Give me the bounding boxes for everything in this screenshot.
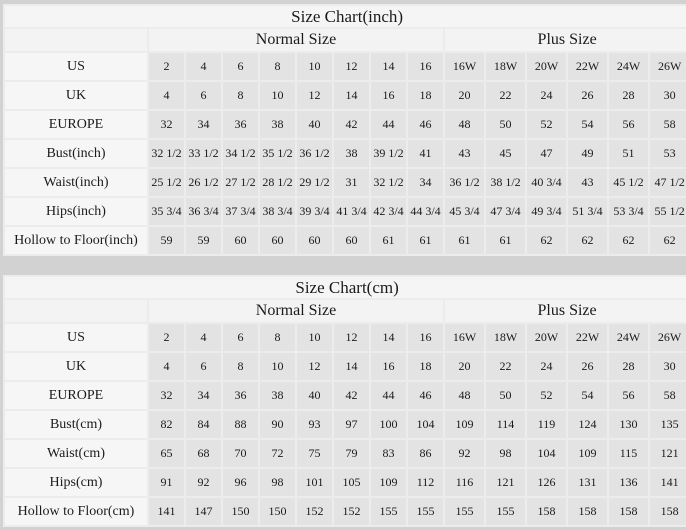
size-value-cell: 42 3/4 — [371, 198, 406, 225]
size-value-cell: 20 — [445, 353, 484, 380]
size-value-cell: 8 — [260, 324, 295, 351]
table-row — [5, 411, 686, 438]
size-value-cell: 6 — [223, 53, 258, 80]
size-value-cell: 109 — [568, 440, 607, 467]
size-value-cell: 30 — [650, 82, 686, 109]
row-label: Bust(cm) — [5, 411, 147, 438]
size-value-cell: 27 1/2 — [223, 169, 258, 196]
size-value-cell: 39 1/2 — [371, 140, 406, 167]
size-value-cell: 100 — [371, 411, 406, 438]
size-value-cell: 60 — [260, 227, 295, 254]
size-value-cell: 18W — [486, 53, 525, 80]
size-value-cell: 53 3/4 — [609, 198, 648, 225]
size-value-cell: 38 — [260, 382, 295, 409]
size-value-cell: 126 — [527, 469, 566, 496]
size-value-cell: 36 3/4 — [186, 198, 221, 225]
size-value-cell: 34 — [186, 382, 221, 409]
size-value-cell: 86 — [408, 440, 443, 467]
size-value-cell: 152 — [334, 498, 369, 525]
size-value-cell: 14 — [334, 82, 369, 109]
size-group-header-row — [5, 29, 686, 51]
size-group-header-row — [5, 300, 686, 322]
size-value-cell: 97 — [334, 411, 369, 438]
size-value-cell: 70 — [223, 440, 258, 467]
size-value-cell: 22 — [486, 82, 525, 109]
size-value-cell: 150 — [260, 498, 295, 525]
size-value-cell: 114 — [486, 411, 525, 438]
size-value-cell: 32 — [149, 111, 184, 138]
size-value-cell: 155 — [408, 498, 443, 525]
size-value-cell: 158 — [609, 498, 648, 525]
size-value-cell: 155 — [486, 498, 525, 525]
size-value-cell: 14 — [371, 53, 406, 80]
size-value-cell: 37 3/4 — [223, 198, 258, 225]
size-value-cell: 10 — [260, 82, 295, 109]
size-value-cell: 12 — [334, 324, 369, 351]
size-value-cell: 35 3/4 — [149, 198, 184, 225]
size-value-cell: 53 — [650, 140, 686, 167]
size-value-cell: 43 — [445, 140, 484, 167]
table-title: Size Chart(cm) — [5, 277, 686, 298]
table-row — [5, 382, 686, 409]
size-value-cell: 8 — [223, 82, 258, 109]
corner-cell — [5, 29, 147, 51]
size-value-cell: 130 — [609, 411, 648, 438]
corner-cell — [5, 300, 147, 322]
size-value-cell: 38 1/2 — [486, 169, 525, 196]
size-value-cell: 31 — [334, 169, 369, 196]
table-row — [5, 53, 686, 80]
size-value-cell: 121 — [650, 440, 686, 467]
size-value-cell: 46 — [408, 382, 443, 409]
size-value-cell: 42 — [334, 111, 369, 138]
size-value-cell: 109 — [371, 469, 406, 496]
size-value-cell: 121 — [486, 469, 525, 496]
table-row — [5, 140, 686, 167]
size-value-cell: 152 — [297, 498, 332, 525]
size-value-cell: 61 — [408, 227, 443, 254]
size-value-cell: 93 — [297, 411, 332, 438]
row-label: Waist(inch) — [5, 169, 147, 196]
size-value-cell: 158 — [527, 498, 566, 525]
size-value-cell: 115 — [609, 440, 648, 467]
size-value-cell: 28 — [609, 353, 648, 380]
size-value-cell: 155 — [371, 498, 406, 525]
size-value-cell: 36 — [223, 111, 258, 138]
size-value-cell: 36 1/2 — [297, 140, 332, 167]
size-value-cell: 45 1/2 — [609, 169, 648, 196]
size-value-cell: 24W — [609, 324, 648, 351]
row-label: Hollow to Floor(inch) — [5, 227, 147, 254]
size-value-cell: 6 — [186, 82, 221, 109]
size-value-cell: 136 — [609, 469, 648, 496]
size-value-cell: 68 — [186, 440, 221, 467]
size-value-cell: 32 1/2 — [371, 169, 406, 196]
size-value-cell: 38 3/4 — [260, 198, 295, 225]
row-label: Hollow to Floor(cm) — [5, 498, 147, 525]
size-value-cell: 155 — [445, 498, 484, 525]
size-value-cell: 33 1/2 — [186, 140, 221, 167]
size-value-cell: 26W — [650, 53, 686, 80]
size-value-cell: 61 — [486, 227, 525, 254]
size-value-cell: 30 — [650, 353, 686, 380]
size-value-cell: 20W — [527, 53, 566, 80]
size-value-cell: 52 — [527, 111, 566, 138]
size-value-cell: 158 — [650, 498, 686, 525]
size-value-cell: 50 — [486, 382, 525, 409]
normal-size-header: Normal Size — [149, 29, 443, 51]
size-value-cell: 41 3/4 — [334, 198, 369, 225]
size-value-cell: 2 — [149, 324, 184, 351]
size-value-cell: 34 — [408, 169, 443, 196]
size-value-cell: 62 — [650, 227, 686, 254]
row-label: UK — [5, 353, 147, 380]
table-title-row — [5, 277, 686, 298]
size-value-cell: 40 — [297, 111, 332, 138]
size-value-cell: 26 1/2 — [186, 169, 221, 196]
size-value-cell: 54 — [568, 382, 607, 409]
size-value-cell: 59 — [186, 227, 221, 254]
size-value-cell: 14 — [334, 353, 369, 380]
size-value-cell: 4 — [149, 82, 184, 109]
size-value-cell: 34 1/2 — [223, 140, 258, 167]
size-value-cell: 59 — [149, 227, 184, 254]
size-value-cell: 45 3/4 — [445, 198, 484, 225]
size-value-cell: 29 1/2 — [297, 169, 332, 196]
size-value-cell: 92 — [445, 440, 484, 467]
size-value-cell: 12 — [297, 82, 332, 109]
size-value-cell: 49 3/4 — [527, 198, 566, 225]
size-value-cell: 6 — [186, 353, 221, 380]
size-value-cell: 150 — [223, 498, 258, 525]
size-value-cell: 18 — [408, 353, 443, 380]
size-value-cell: 4 — [149, 353, 184, 380]
size-value-cell: 56 — [609, 382, 648, 409]
size-value-cell: 62 — [568, 227, 607, 254]
table-row — [5, 353, 686, 380]
row-label: US — [5, 53, 147, 80]
size-value-cell: 16W — [445, 324, 484, 351]
size-value-cell: 32 1/2 — [149, 140, 184, 167]
size-value-cell: 92 — [186, 469, 221, 496]
size-value-cell: 54 — [568, 111, 607, 138]
size-value-cell: 22W — [568, 324, 607, 351]
size-value-cell: 83 — [371, 440, 406, 467]
size-value-cell: 4 — [186, 53, 221, 80]
size-value-cell: 61 — [445, 227, 484, 254]
size-value-cell: 101 — [297, 469, 332, 496]
plus-size-header: Plus Size — [445, 29, 686, 51]
size-value-cell: 38 — [260, 111, 295, 138]
size-value-cell: 20W — [527, 324, 566, 351]
row-label: Bust(inch) — [5, 140, 147, 167]
size-value-cell: 60 — [223, 227, 258, 254]
size-value-cell: 28 — [609, 82, 648, 109]
size-value-cell: 96 — [223, 469, 258, 496]
size-value-cell: 98 — [260, 469, 295, 496]
table-row — [5, 169, 686, 196]
size-value-cell: 79 — [334, 440, 369, 467]
size-value-cell: 112 — [408, 469, 443, 496]
size-value-cell: 12 — [334, 53, 369, 80]
size-value-cell: 22 — [486, 353, 525, 380]
size-value-cell: 20 — [445, 82, 484, 109]
size-value-cell: 47 1/2 — [650, 169, 686, 196]
size-value-cell: 88 — [223, 411, 258, 438]
row-label: UK — [5, 82, 147, 109]
table-row — [5, 324, 686, 351]
size-value-cell: 131 — [568, 469, 607, 496]
size-value-cell: 10 — [297, 53, 332, 80]
size-value-cell: 62 — [609, 227, 648, 254]
size-value-cell: 90 — [260, 411, 295, 438]
size-value-cell: 24 — [527, 353, 566, 380]
table-row — [5, 498, 686, 525]
size-value-cell: 38 — [334, 140, 369, 167]
size-value-cell: 10 — [260, 353, 295, 380]
table-row — [5, 198, 686, 225]
size-value-cell: 26W — [650, 324, 686, 351]
table-title-row — [5, 6, 686, 27]
size-value-cell: 10 — [297, 324, 332, 351]
size-value-cell: 35 1/2 — [260, 140, 295, 167]
size-value-cell: 36 — [223, 382, 258, 409]
size-value-cell: 82 — [149, 411, 184, 438]
size-value-cell: 135 — [650, 411, 686, 438]
size-value-cell: 18 — [408, 82, 443, 109]
size-chart-cm-table — [3, 275, 686, 527]
size-value-cell: 16 — [408, 324, 443, 351]
size-value-cell: 16 — [371, 353, 406, 380]
size-value-cell: 119 — [527, 411, 566, 438]
size-value-cell: 48 — [445, 382, 484, 409]
size-value-cell: 16W — [445, 53, 484, 80]
size-value-cell: 91 — [149, 469, 184, 496]
size-value-cell: 4 — [186, 324, 221, 351]
table-row — [5, 440, 686, 467]
size-value-cell: 75 — [297, 440, 332, 467]
size-value-cell: 40 3/4 — [527, 169, 566, 196]
size-value-cell: 51 3/4 — [568, 198, 607, 225]
table-row — [5, 227, 686, 254]
size-value-cell: 14 — [371, 324, 406, 351]
normal-size-header: Normal Size — [149, 300, 443, 322]
size-value-cell: 42 — [334, 382, 369, 409]
size-value-cell: 56 — [609, 111, 648, 138]
size-value-cell: 46 — [408, 111, 443, 138]
size-value-cell: 32 — [149, 382, 184, 409]
size-value-cell: 45 — [486, 140, 525, 167]
size-value-cell: 22W — [568, 53, 607, 80]
row-label: Hips(cm) — [5, 469, 147, 496]
size-value-cell: 49 — [568, 140, 607, 167]
size-value-cell: 18W — [486, 324, 525, 351]
size-value-cell: 105 — [334, 469, 369, 496]
size-value-cell: 61 — [371, 227, 406, 254]
size-chart-inch-body — [5, 53, 686, 254]
size-value-cell: 60 — [297, 227, 332, 254]
size-value-cell: 51 — [609, 140, 648, 167]
size-value-cell: 98 — [486, 440, 525, 467]
table-title: Size Chart(inch) — [5, 6, 686, 27]
table-row — [5, 111, 686, 138]
size-value-cell: 6 — [223, 324, 258, 351]
size-value-cell: 52 — [527, 382, 566, 409]
size-value-cell: 58 — [650, 382, 686, 409]
size-value-cell: 47 3/4 — [486, 198, 525, 225]
size-value-cell: 55 1/2 — [650, 198, 686, 225]
size-value-cell: 60 — [334, 227, 369, 254]
size-value-cell: 147 — [186, 498, 221, 525]
size-value-cell: 124 — [568, 411, 607, 438]
size-value-cell: 24 — [527, 82, 566, 109]
size-value-cell: 16 — [371, 82, 406, 109]
size-chart-cm-body — [5, 324, 686, 525]
size-value-cell: 44 — [371, 111, 406, 138]
size-value-cell: 72 — [260, 440, 295, 467]
size-value-cell: 116 — [445, 469, 484, 496]
row-label: US — [5, 324, 147, 351]
size-value-cell: 109 — [445, 411, 484, 438]
size-value-cell: 25 1/2 — [149, 169, 184, 196]
size-value-cell: 41 — [408, 140, 443, 167]
size-value-cell: 26 — [568, 82, 607, 109]
size-value-cell: 158 — [568, 498, 607, 525]
size-value-cell: 104 — [408, 411, 443, 438]
size-value-cell: 39 3/4 — [297, 198, 332, 225]
plus-size-header: Plus Size — [445, 300, 686, 322]
table-row — [5, 469, 686, 496]
size-value-cell: 48 — [445, 111, 484, 138]
size-value-cell: 50 — [486, 111, 525, 138]
size-value-cell: 43 — [568, 169, 607, 196]
size-value-cell: 84 — [186, 411, 221, 438]
size-value-cell: 47 — [527, 140, 566, 167]
size-value-cell: 44 — [371, 382, 406, 409]
size-value-cell: 44 3/4 — [408, 198, 443, 225]
size-value-cell: 12 — [297, 353, 332, 380]
row-label: Hips(inch) — [5, 198, 147, 225]
size-chart-inch-table — [3, 4, 686, 256]
table-row — [5, 82, 686, 109]
size-value-cell: 104 — [527, 440, 566, 467]
size-value-cell: 26 — [568, 353, 607, 380]
size-value-cell: 141 — [149, 498, 184, 525]
size-value-cell: 8 — [260, 53, 295, 80]
size-value-cell: 2 — [149, 53, 184, 80]
row-label: EUROPE — [5, 111, 147, 138]
size-value-cell: 34 — [186, 111, 221, 138]
row-label: EUROPE — [5, 382, 147, 409]
size-value-cell: 58 — [650, 111, 686, 138]
row-label: Waist(cm) — [5, 440, 147, 467]
size-value-cell: 36 1/2 — [445, 169, 484, 196]
size-value-cell: 141 — [650, 469, 686, 496]
size-value-cell: 40 — [297, 382, 332, 409]
size-value-cell: 8 — [223, 353, 258, 380]
size-value-cell: 24W — [609, 53, 648, 80]
size-value-cell: 16 — [408, 53, 443, 80]
size-value-cell: 65 — [149, 440, 184, 467]
size-value-cell: 62 — [527, 227, 566, 254]
size-value-cell: 28 1/2 — [260, 169, 295, 196]
